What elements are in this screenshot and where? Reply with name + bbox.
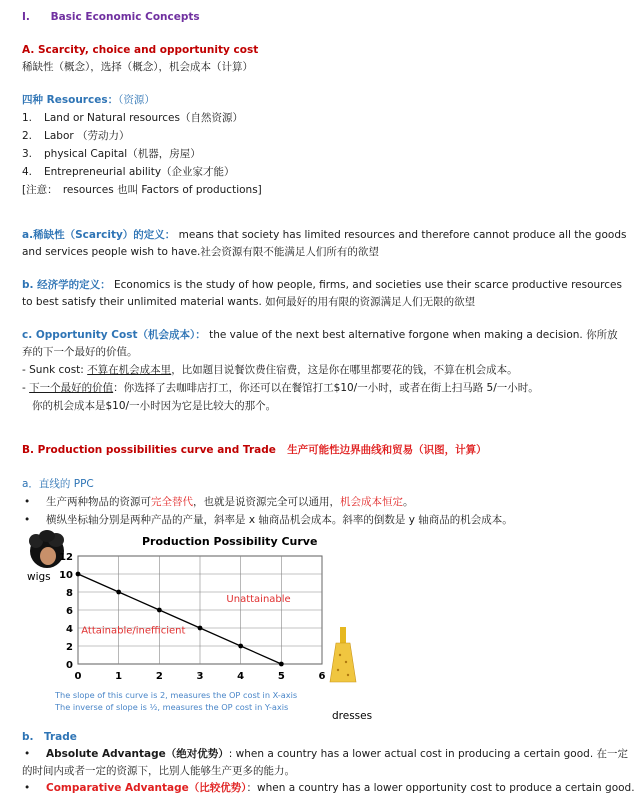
scarcity-definition	[22, 227, 627, 243]
ppc-point	[116, 590, 121, 595]
resource-item: 1. Land or Natural resources（自然资源）	[22, 112, 243, 124]
x-tick-label: 5	[277, 671, 285, 682]
resource-item: 2. Labor （劳动力）	[22, 130, 130, 142]
scarcity-body: means that society has limited resources and therefore cannot produce all the goods	[178, 229, 627, 241]
bullet-icon: •	[24, 748, 31, 760]
chart-title: Production Possibility Curve	[142, 535, 318, 548]
resource-item: 3. physical Capital（机器，房屋）	[22, 148, 201, 160]
bullet-icon: •	[24, 496, 31, 508]
ppc-point	[238, 644, 243, 649]
section-heading-i	[22, 9, 596, 25]
section-b-title: B. Production possibilities curve and Trade	[22, 444, 276, 456]
ppc-bullet-1: • 生产两种物品的资源可完全替代，也就是说资源完全可以通用，机会成本恒定。	[24, 496, 414, 508]
ppc-point	[198, 626, 203, 631]
y-tick-label: 12	[59, 552, 73, 563]
resources-heading	[22, 92, 596, 108]
y-tick-label: 4	[66, 624, 73, 635]
opportunity-body: the value of the next best alternative forgone when making a decision. 你所放	[209, 329, 618, 341]
ppc-heading: a．直线的 PPC	[22, 478, 94, 490]
opportunity-definition	[22, 327, 618, 343]
x-tick-label: 0	[74, 671, 82, 682]
section-b-title-cn: 生产可能性边界曲线和贸易（识图，计算）	[287, 444, 487, 456]
ppc-point	[279, 662, 284, 667]
annotation-attainable: Attainable/inefficient	[81, 625, 186, 637]
absolute-advantage-cont: 的时间内或者一定的资源下，比别人能够生产更多的能力。	[22, 765, 295, 777]
section-title: Basic Economic Concepts	[50, 11, 200, 23]
economics-body: Economics is the study of how people, firms, and societies use their scarce productive resources	[114, 279, 622, 291]
scarcity-body-cont: and services people wish to have.社会资源有限不能满足人们所有的欲望	[22, 246, 379, 258]
y-tick-label: 10	[59, 570, 73, 581]
opportunity-head: c. Opportunity Cost（机会成本）：	[22, 329, 206, 341]
bullet-icon: •	[24, 782, 31, 794]
y-tick-label: 2	[66, 642, 73, 653]
absolute-advantage: • Absolute Advantage（绝对优势）: when a country has a lower actual cost in producing a certain good. 在一定	[24, 748, 628, 760]
ppc-chart-svg	[22, 530, 373, 730]
resources-title: 四种 Resources：	[22, 94, 119, 106]
next-best-cont: 你的机会成本是$10/一小时因为它是比较大的那个。	[32, 400, 277, 412]
resource-item: 4. Entrepreneurial ability（企业家才能）	[22, 166, 235, 178]
annotation-unattainable: Unattainable	[226, 593, 291, 605]
subsection-a-subtitle: 稀缺性（概念），选择（概念），机会成本（计算）	[22, 61, 253, 73]
y-tick-label: 0	[66, 660, 73, 671]
x-axis-label: dresses	[332, 710, 373, 722]
ppc-bullet-2: • 横纵坐标轴分别是两种产品的产量，斜率是 x 轴商品机会成本。斜率的倒数是 y 轴商品的机会成本。	[24, 514, 513, 526]
chart-note-inverse: The inverse of slope is ½, measures the OP cost in Y-axis	[55, 702, 289, 712]
x-tick-label: 6	[318, 671, 326, 682]
trade-heading: b. Trade	[22, 731, 77, 743]
ppc-point	[157, 608, 162, 613]
comparative-advantage: • Comparative Advantage（比较优势）：when a country has a lower opportunity cost to produce a certain good.	[24, 782, 635, 794]
scarcity-head: a.稀缺性（Scarcity）的定义：	[22, 229, 176, 241]
subsection-a-title: A. Scarcity, choice and opportunity cost	[22, 44, 259, 56]
dress-icon	[330, 627, 356, 682]
x-tick-label: 4	[237, 671, 245, 682]
y-tick-label: 6	[66, 606, 73, 617]
sunk-cost-line: - Sunk cost: 不算在机会成本里，比如题目说餐饮费住宿费，这是你在哪里都要花的钱，不算在机会成本。	[22, 364, 518, 376]
resources-title-cn: （资源）	[118, 94, 155, 106]
section-number: I.	[22, 11, 30, 23]
x-tick-label: 3	[196, 671, 204, 682]
economics-head: b. 经济学的定义：	[22, 279, 111, 291]
next-best-line: - 下一个最好的价值：你选择了去咖啡店打工，你还可以在餐馆打工$10/一小时，或者在街上扫马路 5/一小时。	[22, 382, 539, 394]
economics-definition	[22, 277, 622, 293]
resources-note: [注意： resources 也叫 Factors of productions]	[22, 184, 262, 196]
y-axis-label: wigs	[27, 571, 51, 583]
opportunity-body-cont: 弃的下一个最好的价值。	[22, 346, 138, 358]
x-tick-label: 1	[115, 671, 123, 682]
ppc-point	[76, 572, 81, 577]
section-b-heading	[22, 442, 596, 458]
economics-body-cont: to best satisfy their unlimited material wants. 如何最好的用有限的资源满足人们无限的欲望	[22, 296, 476, 308]
ppc-chart	[22, 530, 373, 730]
bullet-icon: •	[24, 514, 31, 526]
y-tick-label: 8	[66, 588, 73, 599]
x-tick-label: 2	[155, 671, 163, 682]
chart-note-slope: The slope of this curve is 2, measures the OP cost in X-axis	[55, 690, 298, 700]
